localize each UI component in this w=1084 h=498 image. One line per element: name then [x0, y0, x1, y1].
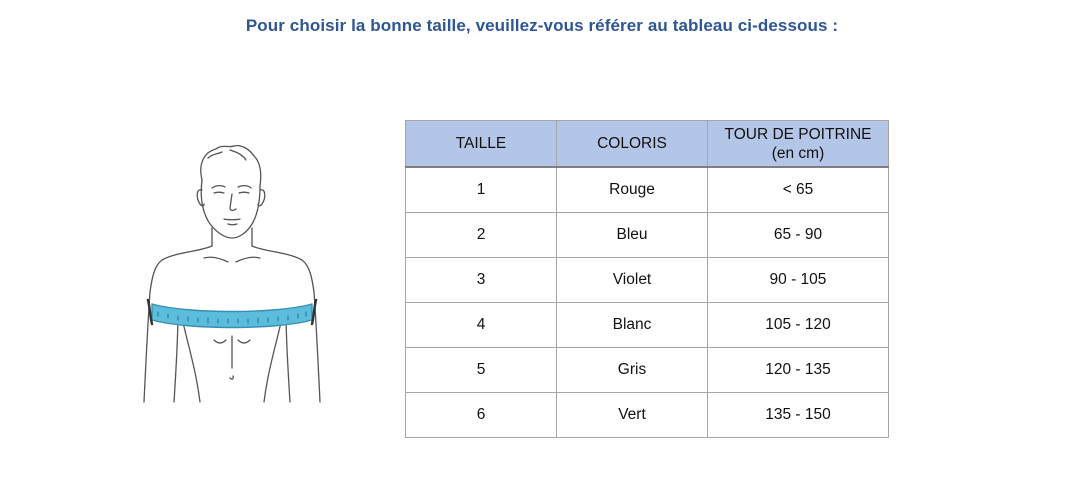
cell-coloris: Blanc — [557, 303, 708, 348]
cell-coloris: Gris — [557, 348, 708, 393]
size-chart-table — [405, 120, 889, 438]
header-coloris: COLORIS — [557, 121, 708, 168]
chest-measurement-figure — [138, 140, 328, 408]
cell-tour: 90 - 105 — [708, 258, 889, 303]
cell-tour: 120 - 135 — [708, 348, 889, 393]
cell-coloris: Vert — [557, 393, 708, 438]
size-chart-body — [406, 167, 889, 438]
table-row — [406, 167, 889, 213]
table-row — [406, 303, 889, 348]
cell-tour: 105 - 120 — [708, 303, 889, 348]
header-tour-line1: TOUR DE POITRINE — [724, 125, 872, 143]
cell-taille: 5 — [406, 348, 557, 393]
table-row — [406, 258, 889, 303]
header-row — [406, 121, 889, 168]
cell-tour: 135 - 150 — [708, 393, 889, 438]
cell-tour: 65 - 90 — [708, 213, 889, 258]
cell-taille: 1 — [406, 167, 557, 213]
man-chest-measure-illustration — [138, 140, 328, 408]
cell-tour: < 65 — [708, 167, 889, 213]
header-tour-line2: (en cm) — [771, 144, 825, 162]
cell-coloris: Bleu — [557, 213, 708, 258]
header-taille: TAILLE — [406, 121, 557, 168]
table-row — [406, 213, 889, 258]
table-row — [406, 348, 889, 393]
cell-taille: 4 — [406, 303, 557, 348]
cell-taille: 6 — [406, 393, 557, 438]
cell-coloris: Violet — [557, 258, 708, 303]
table-row — [406, 393, 889, 438]
page-heading: Pour choisir la bonne taille, veuillez-vous référer au tableau ci-dessous : — [245, 16, 839, 35]
cell-coloris: Rouge — [557, 167, 708, 213]
size-chart-header — [406, 121, 889, 168]
cell-taille: 2 — [406, 213, 557, 258]
cell-taille: 3 — [406, 258, 557, 303]
header-tour-de-poitrine — [708, 121, 889, 168]
